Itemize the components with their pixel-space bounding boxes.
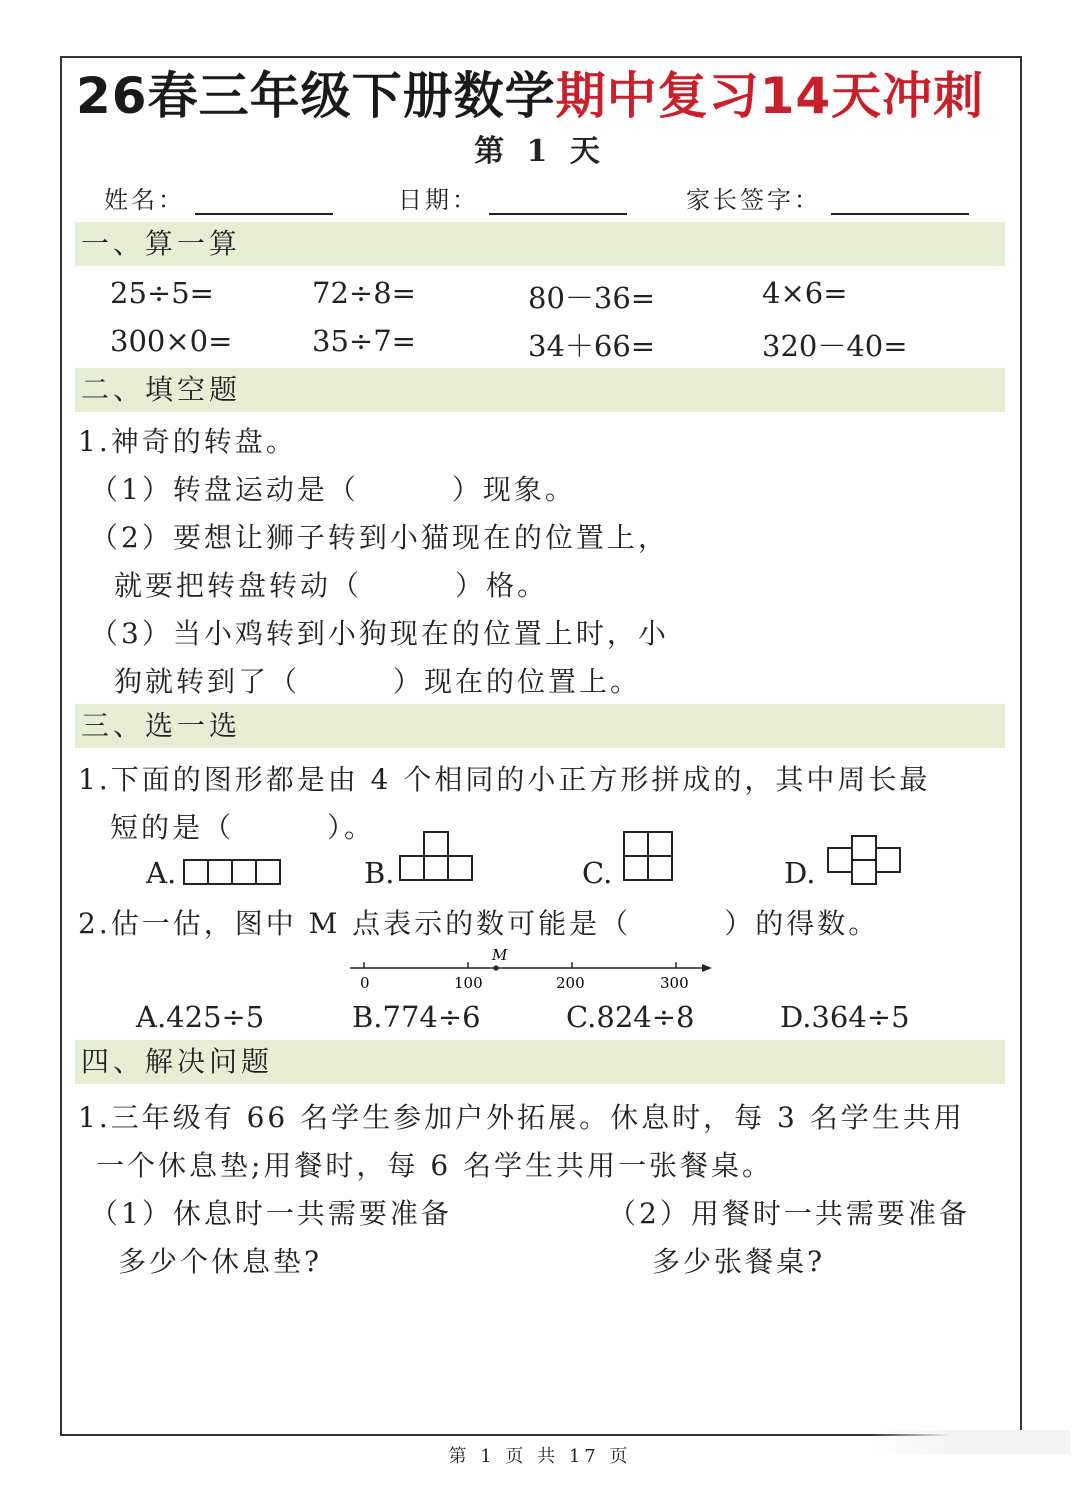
tick-label: 300 [660, 974, 689, 992]
solve-question-1-line1: 1.三年级有 66 名学生参加户外拓展。休息时，每 3 名学生共用 [78, 1101, 965, 1134]
fill-question-1: 1.神奇的转盘。 [78, 425, 297, 458]
tick-label: 100 [454, 974, 483, 992]
calc-item: 300×0= [110, 324, 233, 358]
fill-part-1: （1）转盘运动是（ ）现象。 [90, 473, 576, 506]
page-title [76, 60, 1006, 132]
tick-label: 0 [360, 974, 370, 992]
shape-option-a-label: A. [146, 856, 177, 890]
title-part1: 26春三年级下册数学 [76, 67, 556, 125]
calc-item: 320－40= [762, 329, 908, 363]
parent-signature-blank [831, 183, 969, 215]
shape-option-c-label: C. [582, 856, 613, 890]
page-footer: 第 1 页 共 17 页 [448, 1446, 632, 1467]
solve-part-2-line2: 多少张餐桌? [652, 1245, 826, 1278]
section-solve-header: 四、解决问题 [75, 1040, 1005, 1084]
calc-item: 72÷8= [312, 276, 416, 310]
section-choose-header: 三、选一选 [75, 704, 1005, 748]
solve-part-1-line2: 多少个休息垫? [118, 1245, 323, 1278]
section-calc-header: 一、算一算 [75, 222, 1005, 266]
choose-question-2: 2.估一估，图中 M 点表示的数可能是（ ）的得数。 [78, 907, 880, 940]
estimate-option-b: B.774÷6 [352, 1000, 481, 1034]
fill-part-3-line2: 狗就转到了（ ）现在的位置上。 [114, 665, 642, 698]
solve-part-1-line1: （1）休息时一共需要准备 [90, 1197, 452, 1230]
name-field: 姓名： [104, 180, 333, 215]
parent-signature-field: 家长签字： [686, 180, 969, 215]
number-line [340, 944, 720, 994]
date-field: 日期： [398, 180, 627, 215]
shape-a-row-of-four [182, 856, 286, 886]
shape-d-offset-shape [826, 834, 910, 890]
calc-item: 4×6= [762, 276, 848, 310]
section-fill-header: 二、填空题 [75, 368, 1005, 412]
name-blank [195, 183, 333, 215]
calc-item: 80－36= [528, 281, 656, 315]
estimate-option-d: D.364÷5 [780, 1000, 910, 1034]
solve-part-2-line1: （2）用餐时一共需要准备 [608, 1197, 970, 1230]
calc-item: 34＋66= [528, 329, 656, 363]
choose-question-1-line2: 短的是（ ）。 [110, 811, 376, 844]
choose-question-1-line1: 1.下面的图形都是由 4 个相同的小正方形拼成的，其中周长最 [78, 763, 931, 796]
shape-c-square [622, 830, 678, 886]
calc-item: 35÷7= [312, 324, 416, 358]
title-part2: 期中复习14天冲刺 [555, 67, 985, 125]
day-label: 第 1 天 [474, 134, 606, 169]
calc-item: 25÷5= [110, 276, 214, 310]
fill-part-3-line1: （3）当小鸡转到小狗现在的位置上时，小 [90, 617, 669, 650]
point-m [493, 965, 498, 970]
solve-question-1-line2: 一个休息垫;用餐时，每 6 名学生共用一张餐桌。 [96, 1149, 774, 1182]
shape-option-d-label: D. [784, 856, 816, 890]
shape-b-t-shape [398, 830, 478, 886]
fill-part-2-line2: 就要把转盘转动（ ）格。 [114, 569, 549, 602]
tick-label: 200 [556, 974, 585, 992]
estimate-option-a: A.425÷5 [136, 1000, 265, 1034]
point-m-label: M [492, 946, 508, 964]
shape-option-b-label: B. [364, 856, 395, 890]
date-blank [489, 183, 627, 215]
estimate-option-c: C.824÷8 [566, 1000, 695, 1034]
fill-part-2-line1: （2）要想让狮子转到小猫现在的位置上， [90, 521, 669, 554]
